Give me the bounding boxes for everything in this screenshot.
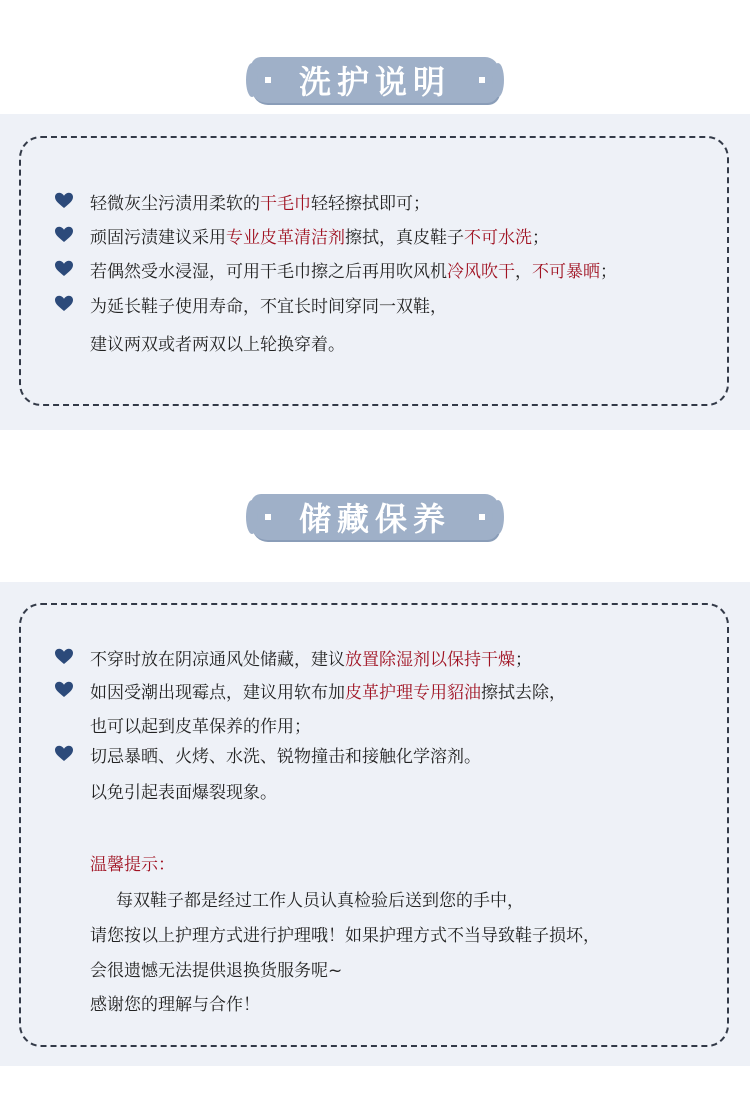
item-text-part: ， [515,262,532,282]
square-dot-icon [479,514,485,520]
heart-icon [54,744,74,764]
title-badge [251,494,499,540]
section-title-wash [0,50,750,110]
care-item-text [90,678,566,703]
highlight-text: 干毛巾 [260,194,311,214]
square-dot-icon [265,514,271,520]
care-item-text [90,742,481,767]
highlight-text: 专业皮革清洁剂 [226,228,345,248]
care-item-text [90,223,549,248]
tip-line: 感谢您的理解与合作！ [90,995,260,1015]
heart-icon [54,647,74,667]
item-text-part: 擦拭去除， [481,683,566,703]
tip-line: 请您按以上护理方式进行护理哦！如果护理方式不当导致鞋子损坏， [90,926,600,946]
care-item-text [90,189,430,214]
care-item-continuation: 也可以起到皮革保养的作用； [90,717,311,737]
heart-icon [54,191,74,211]
care-item-text [90,257,617,282]
square-dot-icon [265,77,271,83]
section-title-text: 洗护说明 [298,63,451,101]
square-dot-icon [479,77,485,83]
care-item-continuation: 以免引起表面爆裂现象。 [90,783,277,803]
item-text-part: 切忌暴晒、火烤、水洗、锐物撞击和接触化学溶剂。 [90,747,481,767]
care-item-text [90,645,532,670]
tip-line: 会很遗憾无法提供退换货服务呢~ [90,961,343,981]
highlight-text: 放置除湿剂以保持干燥 [345,650,515,670]
item-text-part: 轻微灰尘污渍用柔软的 [90,194,260,214]
section-title-text: 储藏保养 [298,500,451,538]
highlight-text: 皮革护理专用貂油 [345,683,481,703]
item-text-part: 顽固污渍建议采用 [90,228,226,248]
highlight-text: 冷风吹干 [447,262,515,282]
care-item-continuation: 建议两双或者两双以上轮换穿着。 [90,335,345,355]
item-text-part: 若偶然受水浸湿，可用干毛巾擦之后再用吹风机 [90,262,447,282]
heart-icon [54,259,74,279]
tip-title: 温馨提示： [90,855,175,875]
section-title-storage [0,487,750,547]
item-text-part: 轻轻擦拭即可； [311,194,430,214]
item-text-part: 为延长鞋子使用寿命，不宜长时间穿同一双鞋， [90,297,447,317]
item-text-part: ； [515,650,532,670]
heart-icon [54,225,74,245]
item-text-part: 不穿时放在阴凉通风处储藏，建议 [90,650,345,670]
item-text-part: 如因受潮出现霉点，建议用软布加 [90,683,345,703]
highlight-text: 不可水洗 [464,228,532,248]
item-text-part: ； [600,262,617,282]
item-text-part: ； [532,228,549,248]
tip-line: 每双鞋子都是经过工作人员认真检验后送到您的手中， [116,891,524,911]
title-badge [251,57,499,103]
heart-icon [54,680,74,700]
item-text-part: 擦拭，真皮鞋子 [345,228,464,248]
care-item-text [90,292,447,317]
highlight-text: 不可暴晒 [532,262,600,282]
heart-icon [54,294,74,314]
